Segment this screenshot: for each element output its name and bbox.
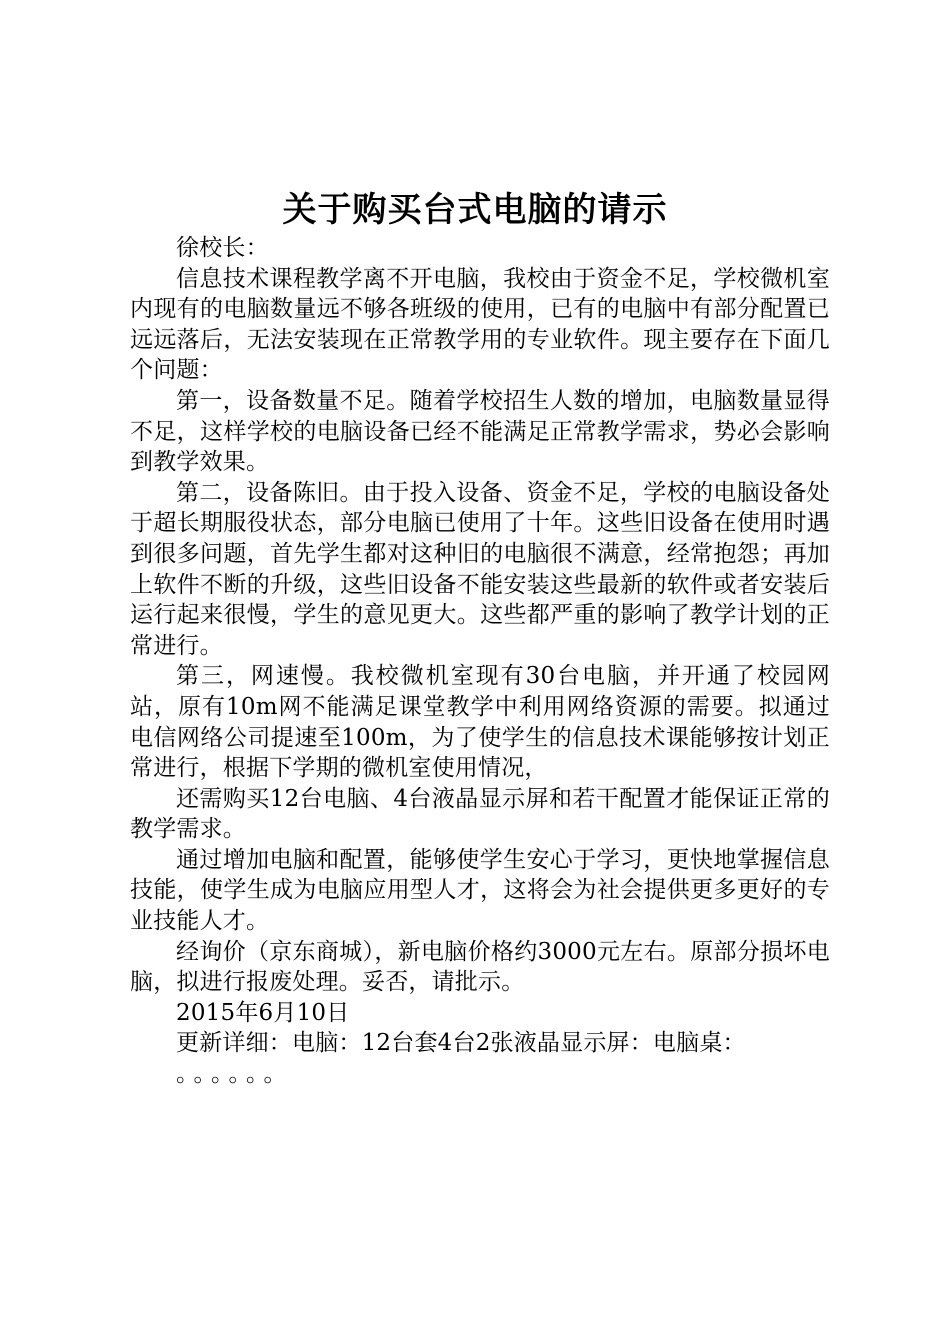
trailing-dots: 。。。。。。: [176, 1061, 293, 1088]
paragraph-purchase-need: 还需购买12台电脑、4台液晶显示屏和若干配置才能保证正常的教学需求。: [130, 785, 830, 843]
document-date: 2015年6月10日: [176, 999, 350, 1026]
update-details: 更新详细：电脑：12台套4台2张液晶显示屏：电脑桌：: [176, 1030, 746, 1057]
paragraph-issue-1: 第一，设备数量不足。随着学校招生人数的增加，电脑数量显得不足，这样学校的电脑设备已经不能满足正常教学需求，势必会影响到教学效果。: [130, 387, 830, 476]
paragraph-issue-2: 第二，设备陈旧。由于投入设备、资金不足，学校的电脑设备处于超长期服役状态，部分电脑已使用了十年。这些旧设备在使用时遇到很多问题，首先学生都对这种旧的电脑很不满意，经常抱怨；再加上软件不断的升级，这些旧设备不能安装这些最新的软件或者安装后运行起来很慢，学生的意见更大。这些都严重的影响了教学计划的正常进行。: [130, 479, 830, 659]
paragraph-benefit: 通过增加电脑和配置，能够使学生安心于学习，更快地掌握信息技能，使学生成为电脑应用型人才，这将会为社会提供更多更好的专业技能人才。: [130, 846, 830, 935]
document-body: [130, 233, 830, 1090]
salutation: 徐校长：: [176, 235, 269, 261]
paragraph-intro: 信息技术课程教学离不开电脑，我校由于资金不足，学校微机室内现有的电脑数量远不够各班级的使用，已有的电脑中有部分配置已远远落后，无法安装现在正常教学用的专业软件。现主要存在下面几个问题：: [130, 265, 830, 384]
document-title: 关于购买台式电脑的请示: [282, 190, 668, 230]
paragraph-price-request: 经询价（京东商城），新电脑价格约3000元左右。原部分损坏电脑，拟进行报废处理。妥否，请批示。: [130, 938, 830, 996]
paragraph-issue-3: 第三，网速慢。我校微机室现有30台电脑，并开通了校园网站，原有10m网不能满足课堂教学中利用网络资源的需要。拟通过电信网络公司提速至100m，为了使学生的信息技术课能够按计划正常进行，根据下学期的微机室使用情况，: [130, 663, 830, 782]
